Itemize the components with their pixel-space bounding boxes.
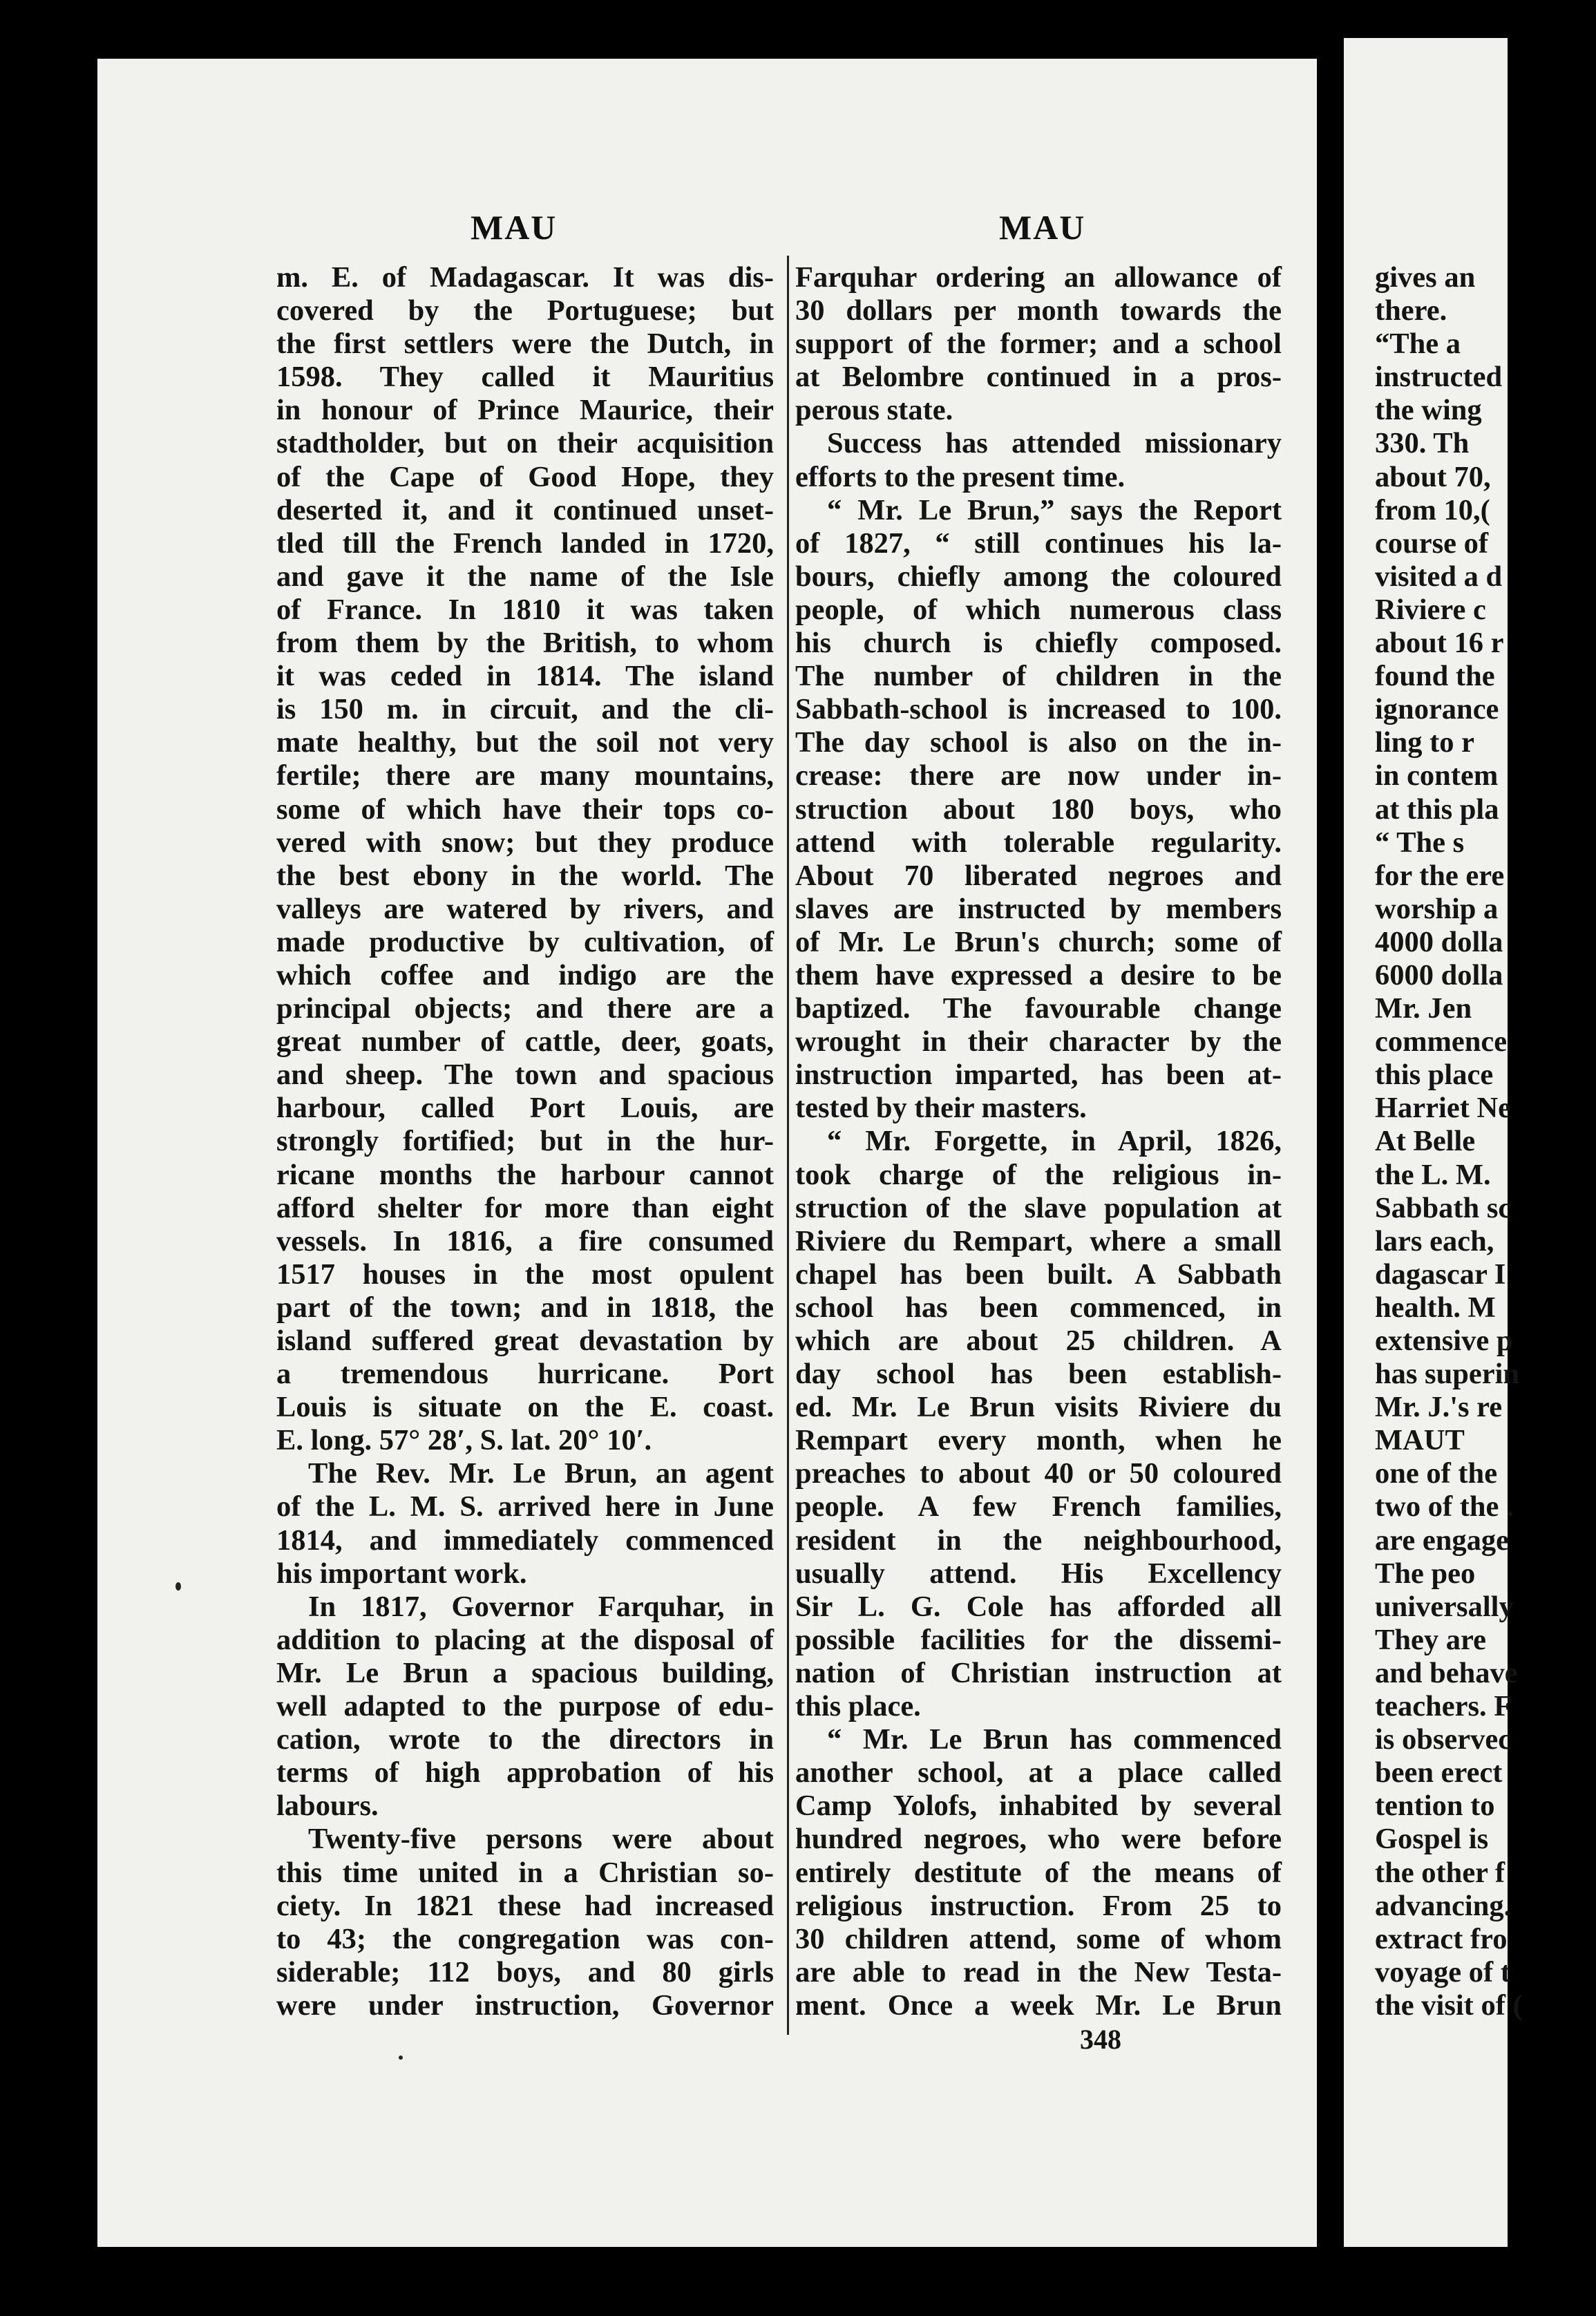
text-line: vessels. In 1816, a fire consumed <box>276 1224 774 1257</box>
text-line: resident in the neighbourhood, <box>795 1524 1282 1557</box>
text-line: people. A few French families, <box>795 1490 1282 1524</box>
text-line: gives an <box>1375 261 1476 294</box>
text-line: cation, wrote to the directors in <box>276 1723 774 1756</box>
text-line: At Belle <box>1375 1125 1476 1158</box>
text-line: course of <box>1375 526 1489 560</box>
text-line: his church is chiefly composed. <box>795 627 1282 660</box>
text-line: “ Mr. Forgette, in April, 1826, <box>827 1125 1282 1158</box>
text-line: school has been commenced, in <box>795 1291 1282 1324</box>
text-line: The Rev. Mr. Le Brun, an agent <box>308 1457 774 1490</box>
text-line: and behave <box>1375 1656 1518 1689</box>
text-line: were under instruction, Governor <box>276 1988 774 2022</box>
text-line: Success has attended missionary <box>827 427 1282 460</box>
text-line: They are <box>1375 1623 1486 1656</box>
text-line: is 150 m. in circuit, and the cli- <box>276 693 774 726</box>
text-line: addition to placing at the disposal of <box>276 1623 774 1656</box>
text-line: The peo <box>1375 1557 1476 1590</box>
text-line: strongly fortified; but in the hur- <box>276 1125 774 1158</box>
running-head-left: MAU <box>471 208 558 247</box>
text-line: for the ere <box>1375 859 1505 892</box>
text-line: at this pla <box>1375 792 1499 826</box>
text-line: baptized. The favourable change <box>795 992 1282 1025</box>
text-line: lars each, <box>1375 1224 1494 1257</box>
text-line: about 70, <box>1375 460 1491 493</box>
text-line: another school, at a place called <box>795 1756 1282 1790</box>
text-line: instruction imparted, has been at- <box>795 1059 1282 1092</box>
text-line: two of the . <box>1375 1490 1514 1524</box>
text-line: 1517 houses in the most opulent <box>276 1257 774 1291</box>
text-line: about 16 r <box>1375 627 1504 660</box>
print-speck <box>175 1582 181 1591</box>
text-line: Harriet Ne <box>1375 1092 1512 1125</box>
text-line: advancing. <box>1375 1889 1512 1922</box>
text-line: Louis is situate on the E. coast. <box>276 1391 774 1424</box>
text-line: of the Cape of Good Hope, they <box>276 460 774 493</box>
text-line: in honour of Prince Maurice, their <box>276 394 774 427</box>
text-line: visited a d <box>1375 560 1503 593</box>
text-line: afford shelter for more than eight <box>276 1191 774 1224</box>
text-line: in contem <box>1375 759 1499 792</box>
text-line: support of the former; and a school <box>795 328 1282 361</box>
text-column-right-cropped <box>1375 261 1596 2022</box>
text-line: there. <box>1375 294 1447 328</box>
text-line: Riviere du Rempart, where a small <box>795 1224 1282 1257</box>
text-line: chapel has been built. A Sabbath <box>795 1257 1282 1291</box>
text-line: struction about 180 boys, who <box>795 792 1282 826</box>
text-line: ling to r <box>1375 726 1475 759</box>
text-line: health. M <box>1375 1291 1496 1324</box>
text-line: the other f <box>1375 1856 1505 1889</box>
page-number: 348 <box>1080 2024 1121 2055</box>
text-line: struction of the slave population at <box>795 1191 1282 1224</box>
text-line: fertile; there are many mountains, <box>276 759 774 792</box>
text-line: universally <box>1375 1590 1514 1623</box>
text-line: which coffee and indigo are the <box>276 958 774 991</box>
text-line: island suffered great devastation by <box>276 1325 774 1357</box>
text-line: commence <box>1375 1025 1508 1059</box>
text-line: the first settlers were the Dutch, in <box>276 328 774 361</box>
text-line: of Mr. Le Brun's church; some of <box>795 925 1282 958</box>
text-line: hundred negroes, who were before <box>795 1823 1282 1856</box>
text-line: teachers. F <box>1375 1690 1512 1723</box>
text-column-middle <box>795 261 1282 2022</box>
text-line: “ Mr. Le Brun has commenced <box>827 1723 1282 1756</box>
text-line: it was ceded in 1814. The island <box>276 660 774 693</box>
text-line: people, of which numerous class <box>795 593 1282 626</box>
text-line: them have expressed a desire to be <box>795 958 1282 991</box>
text-line: great number of cattle, deer, goats, <box>276 1025 774 1059</box>
text-line: ciety. In 1821 these had increased <box>276 1889 774 1922</box>
text-line: nation of Christian instruction at <box>795 1656 1282 1689</box>
text-line: has superin <box>1375 1358 1520 1391</box>
text-line: “ The s <box>1375 826 1465 859</box>
text-line: In 1817, Governor Farquhar, in <box>308 1590 774 1623</box>
text-line: 6000 dolla <box>1375 958 1503 991</box>
text-line: ed. Mr. Le Brun visits Riviere du <box>795 1391 1282 1424</box>
text-line: the best ebony in the world. The <box>276 859 774 892</box>
text-line: from 10,( <box>1375 493 1490 526</box>
text-line: Riviere c <box>1375 593 1486 626</box>
text-line: possible facilities for the dissemi- <box>795 1623 1282 1656</box>
running-head-right: MAU <box>999 208 1086 247</box>
text-line: at Belombre continued in a pros- <box>795 361 1282 394</box>
text-line: religious instruction. From 25 to <box>795 1889 1282 1922</box>
text-line: attend with tolerable regularity. <box>795 826 1282 859</box>
text-line: and gave it the name of the Isle <box>276 560 774 593</box>
text-line: Farquhar ordering an allowance of <box>795 261 1282 294</box>
text-line: of the L. M. S. arrived here in June <box>276 1490 774 1524</box>
text-line: usually attend. His Excellency <box>795 1557 1282 1590</box>
text-line: some of which have their tops co- <box>276 792 774 826</box>
text-line: The day school is also on the in- <box>795 726 1282 759</box>
text-line: his important work. <box>276 1557 527 1590</box>
text-line: extract fro <box>1375 1922 1508 1955</box>
text-line: crease: there are now under in- <box>795 759 1282 792</box>
column-rule <box>787 256 789 2035</box>
text-line: Sir L. G. Cole has afforded all <box>795 1590 1282 1623</box>
text-line: “ Mr. Le Brun,” says the Report <box>827 493 1282 526</box>
text-line: bours, chiefly among the coloured <box>795 560 1282 593</box>
text-line: extensive p <box>1375 1325 1513 1357</box>
text-line: wrought in their character by the <box>795 1025 1282 1059</box>
text-line: 1598. They called it Mauritius <box>276 361 774 394</box>
text-line: day school has been establish- <box>795 1358 1282 1391</box>
text-line: are able to read in the New Testa- <box>795 1955 1282 1988</box>
text-line: Mr. J.'s re <box>1375 1391 1503 1424</box>
text-line: the wing <box>1375 394 1482 427</box>
text-line: well adapted to the purpose of edu- <box>276 1690 774 1723</box>
text-line: principal objects; and there are a <box>276 992 774 1025</box>
text-line: preaches to about 40 or 50 coloured <box>795 1457 1282 1490</box>
text-line: took charge of the religious in- <box>795 1158 1282 1191</box>
text-line: The number of children in the <box>795 660 1282 693</box>
text-line: to 43; the congregation was con- <box>276 1922 774 1955</box>
text-line: ment. Once a week Mr. Le Brun <box>795 1988 1282 2022</box>
text-line: of France. In 1810 it was taken <box>276 593 774 626</box>
text-line: which are about 25 children. A <box>795 1325 1282 1357</box>
text-line: Gospel is <box>1375 1823 1489 1856</box>
text-line: harbour, called Port Louis, are <box>276 1092 774 1125</box>
text-line: tled till the French landed in 1720, <box>276 526 774 560</box>
text-line: one of the <box>1375 1457 1498 1490</box>
text-line: are engage <box>1375 1524 1509 1557</box>
text-line: instructed <box>1375 361 1503 394</box>
text-line: Mr. Le Brun a spacious building, <box>276 1656 774 1689</box>
text-line: slaves are instructed by members <box>795 892 1282 925</box>
text-line: Sabbath sc <box>1375 1191 1512 1224</box>
text-line: stadtholder, but on their acquisition <box>276 427 774 460</box>
text-line: 330. Th <box>1375 427 1470 460</box>
text-line: part of the town; and in 1818, the <box>276 1291 774 1324</box>
text-line: and sheep. The town and spacious <box>276 1059 774 1092</box>
text-line: siderable; 112 boys, and 80 girls <box>276 1955 774 1988</box>
text-line: terms of high approbation of his <box>276 1756 774 1790</box>
text-line: mate healthy, but the soil not very <box>276 726 774 759</box>
text-line: of 1827, “ still continues his la- <box>795 526 1282 560</box>
text-line: deserted it, and it continued unset- <box>276 493 774 526</box>
text-line: E. long. 57° 28′, S. lat. 20° 10′. <box>276 1424 652 1457</box>
text-line: a tremendous hurricane. Port <box>276 1358 774 1391</box>
text-line: Camp Yolofs, inhabited by several <box>795 1790 1282 1823</box>
text-line: 1814, and immediately commenced <box>276 1524 774 1557</box>
text-line: tention to <box>1375 1790 1495 1823</box>
text-line: valleys are watered by rivers, and <box>276 892 774 925</box>
text-line: Twenty-five persons were about <box>308 1823 774 1856</box>
print-speck <box>399 2056 403 2060</box>
text-column-left <box>276 261 774 2022</box>
text-line: made productive by cultivation, of <box>276 925 774 958</box>
text-line: tested by their masters. <box>795 1092 1087 1125</box>
text-line: Sabbath-school is increased to 100. <box>795 693 1282 726</box>
text-line: this place <box>1375 1059 1494 1092</box>
text-line: worship a <box>1375 892 1499 925</box>
text-line: entirely destitute of the means of <box>795 1856 1282 1889</box>
text-line: ricane months the harbour cannot <box>276 1158 774 1191</box>
text-line: m. E. of Madagascar. It was dis- <box>276 261 774 294</box>
text-line: About 70 liberated negroes and <box>795 859 1282 892</box>
text-line: the visit of ( <box>1375 1988 1523 2022</box>
text-line: labours. <box>276 1790 379 1823</box>
text-line: MAUT <box>1375 1424 1465 1457</box>
text-line: is observec <box>1375 1723 1512 1756</box>
text-line: from them by the British, to whom <box>276 627 774 660</box>
text-line: been erect <box>1375 1756 1503 1790</box>
text-line: voyage of t <box>1375 1955 1510 1988</box>
text-line: vered with snow; but they produce <box>276 826 774 859</box>
text-line: covered by the Portuguese; but <box>276 294 774 328</box>
text-line: 4000 dolla <box>1375 925 1503 958</box>
text-line: found the <box>1375 660 1495 693</box>
text-line: efforts to the present time. <box>795 460 1125 493</box>
text-line: dagascar I <box>1375 1257 1506 1291</box>
text-line: the L. M. <box>1375 1158 1491 1191</box>
text-line: this time united in a Christian so- <box>276 1856 774 1889</box>
text-line: Mr. Jen <box>1375 992 1472 1025</box>
text-line: 30 children attend, some of whom <box>795 1922 1282 1955</box>
text-line: ignorance <box>1375 693 1499 726</box>
text-line: this place. <box>795 1690 921 1723</box>
text-line: 30 dollars per month towards the <box>795 294 1282 328</box>
text-line: Rempart every month, when he <box>795 1424 1282 1457</box>
text-line: perous state. <box>795 394 953 427</box>
text-line: “The a <box>1375 328 1461 361</box>
